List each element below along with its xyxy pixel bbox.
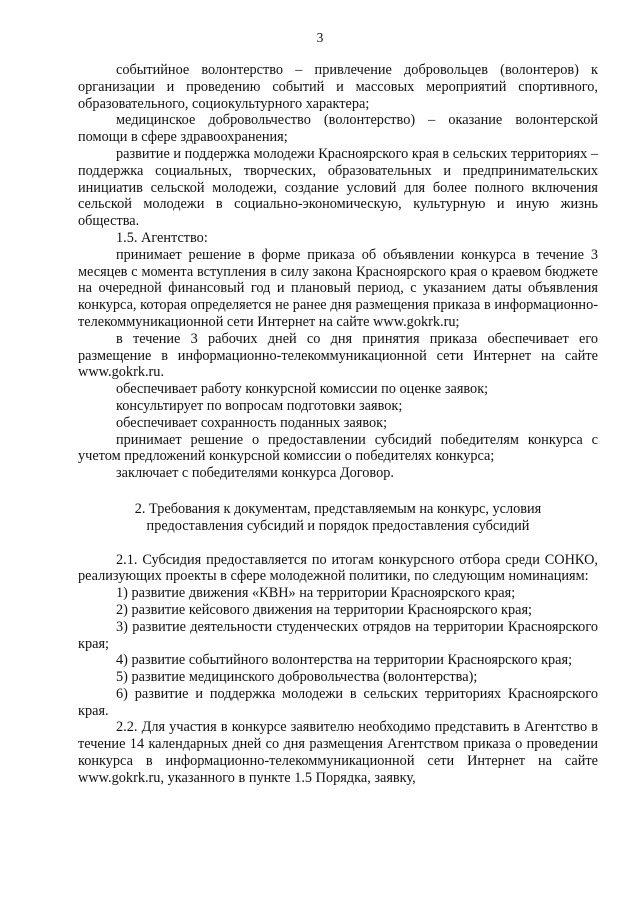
paragraph-agency-safekeeping: обеспечивает сохранность поданных заявок; xyxy=(116,414,388,431)
paragraph-agency-heading: 1.5. Агентство: xyxy=(116,229,208,246)
paragraph-agency-subsidy-decision: принимает решение о предоставлении субсидий победителям конкурса с учетом предложений конкурсной комиссии о победителях конкурса; xyxy=(78,431,598,465)
nomination-5: 5) развитие медицинского добровольчества (волонтерства); xyxy=(116,669,478,686)
nomination-6: 6) развитие и поддержка молодежи в сельских территориях Красноярского края. xyxy=(78,685,598,719)
section-heading-line-1: 2. Требования к документам, представляемым на конкурс, условия xyxy=(134,500,542,517)
paragraph-2-2: 2.2. Для участия в конкурсе заявителю необходимо представить в Агентство в течение 14 календарных дней со дня размещения Агентством приказа о проведении конкурса в информационно-телекоммуникационной сети Интернет на сайте www.gokrk.ru, указанного в пункте 1.5 Порядка, заявку, xyxy=(78,719,598,786)
nomination-2: 2) развитие кейсового движения на территории Красноярского края; xyxy=(116,601,533,618)
section-heading xyxy=(78,501,598,535)
paragraph-2-1: 2.1. Субсидия предоставляется по итогам конкурсного отбора среди СОНКО, реализующих проекты в сфере молодежной политики, по следующим номинациям: xyxy=(78,551,598,585)
paragraph-agency-commission: обеспечивает работу конкурсной комиссии по оценке заявок; xyxy=(116,381,489,398)
nomination-3: 3) развитие деятельности студенческих отрядов на территории Красноярского края; xyxy=(78,618,598,652)
paragraph-agency-contract: заключает с победителями конкурса Договор. xyxy=(116,465,394,482)
paragraph-agency-decision: принимает решение в форме приказа об объявлении конкурса в течение 3 месяцев с момента вступления в силу закона Красноярского края о краевом бюджете на очередной финансовый год и плановый период, с указанием даты объявления конкурса, которая определяется не ранее дня размещения приказа в информационно-телекоммуникационной сети Интернет на сайте www.gokrk.ru; xyxy=(78,246,598,330)
section-heading-line-2: предоставления субсидий и порядок предоставления субсидий xyxy=(146,517,530,534)
page-number: 3 xyxy=(316,30,324,45)
document-body xyxy=(78,62,598,787)
paragraph-agency-consulting: консультирует по вопросам подготовки заявок; xyxy=(116,397,403,414)
paragraph-rural-youth: развитие и поддержка молодежи Красноярского края в сельских территориях – поддержка социальных, творческих, образовательных и предпринимательских инициатив сельской молодежи, создание условий для более полного включения сельской молодежи в социально-экономическую, культурную и иную жизнь общества. xyxy=(78,145,598,230)
paragraph-event-volunteering: событийное волонтерство – привлечение добровольцев (волонтеров) к организации и проведению событий и массовых мероприятий спортивного, образовательного, социокультурного характера; xyxy=(78,62,598,112)
paragraph-agency-publication: в течение 3 рабочих дней со дня принятия приказа обеспечивает его размещение в информационно-телекоммуникационной сети Интернет на сайте www.gokrk.ru. xyxy=(78,330,598,381)
nomination-4: 4) развитие событийного волонтерства на территории Красноярского края; xyxy=(116,652,573,669)
paragraph-medical-volunteering: медицинское добровольчество (волонтерство) – оказание волонтерской помощи в сфере здравоохранения; xyxy=(78,112,598,146)
nomination-1: 1) развитие движения «КВН» на территории Красноярского края; xyxy=(116,585,516,602)
